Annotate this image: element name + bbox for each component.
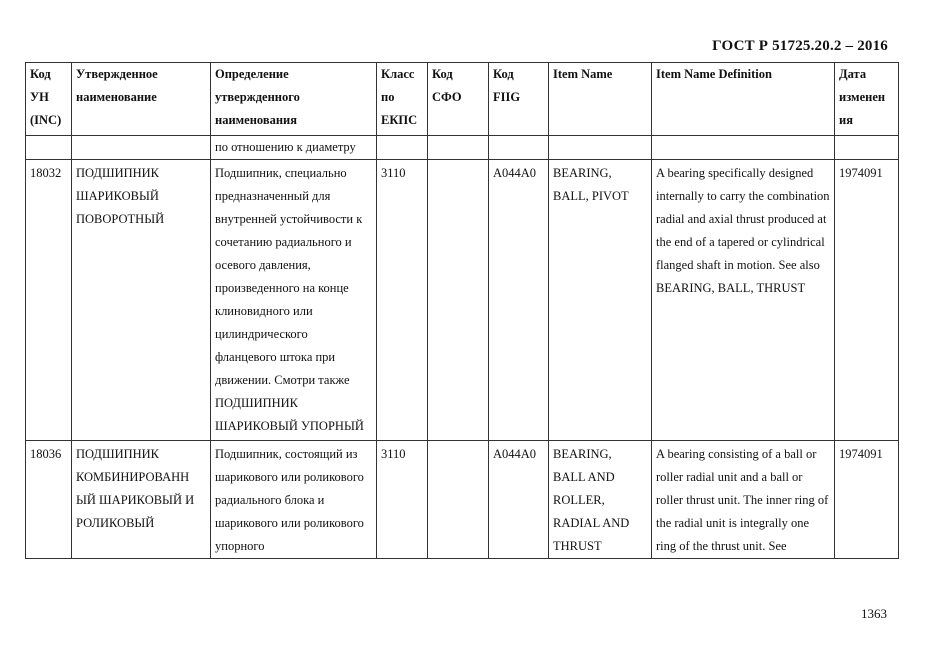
cell-definition: Подшипник, специально предназначенный для внутренней устойчивости к сочетанию радиального и осевого давления, произведенного на конце клиновидного или цилиндрического фланцевого штока при движении. Смотри также ПОДШИПНИК ШАРИКОВЫЙ УПОРНЫЙ — [211, 160, 377, 441]
header-inc-code: Код УН (INC) — [26, 63, 72, 136]
header-class: Класс по ЕКПС — [377, 63, 428, 136]
cell-empty — [549, 136, 652, 160]
cell-definition: по отношению к диаметру — [211, 136, 377, 160]
cell-class: 3110 — [377, 160, 428, 441]
header-approved-name: Утвержденное наименование — [72, 63, 211, 136]
cell-item-name: BEARING, BALL, PIVOT — [549, 160, 652, 441]
cell-inc-code: 18036 — [26, 441, 72, 559]
cell-change-date: 1974091 — [835, 441, 899, 559]
header-sfo-code: Код СФО — [428, 63, 489, 136]
header-fiig-code: Код FIIG — [489, 63, 549, 136]
cell-item-name-definition: A bearing specifically designed internally to carry the combination radial and axial thrust produced at the end of a tapered or cylindrical flanged shaft in motion. See also BEARING, BALL, THRUST — [652, 160, 835, 441]
cell-item-name-definition: A bearing consisting of a ball or roller radial unit and a ball or roller thrust unit. The inner ring of the radial unit is integrally one ring of the thrust unit. See — [652, 441, 835, 559]
cell-fiig-code: A044A0 — [489, 160, 549, 441]
cell-definition: Подшипник, состоящий из шарикового или роликового радиального блока и шарикового или роликового упорного — [211, 441, 377, 559]
cell-class: 3110 — [377, 441, 428, 559]
header-item-name: Item Name — [549, 63, 652, 136]
table-row-continuation — [26, 136, 899, 160]
cell-inc-code: 18032 — [26, 160, 72, 441]
cell-empty — [489, 136, 549, 160]
header-item-name-definition: Item Name Definition — [652, 63, 835, 136]
cell-empty — [835, 136, 899, 160]
table-row — [26, 441, 899, 559]
cell-empty — [428, 136, 489, 160]
cell-item-name: BEARING, BALL AND ROLLER, RADIAL AND THRUST — [549, 441, 652, 559]
header-definition: Определение утвержденного наименования — [211, 63, 377, 136]
cell-sfo-code — [428, 441, 489, 559]
cell-empty — [652, 136, 835, 160]
cell-empty — [72, 136, 211, 160]
header-change-date: Дата изменен ия — [835, 63, 899, 136]
cell-approved-name: ПОДШИПНИК ШАРИКОВЫЙ ПОВОРОТНЫЙ — [72, 160, 211, 441]
cell-empty — [377, 136, 428, 160]
cell-fiig-code: A044A0 — [489, 441, 549, 559]
table-row — [26, 160, 899, 441]
cell-empty — [26, 136, 72, 160]
page-number: 1363 — [861, 606, 887, 621]
catalog-table — [25, 62, 899, 559]
document-standard-header: ГОСТ Р 51725.20.2 – 2016 — [712, 38, 888, 54]
table-header-row — [26, 63, 899, 136]
cell-approved-name: ПОДШИПНИК КОМБИНИРОВАНН ЫЙ ШАРИКОВЫЙ И РОЛИКОВЫЙ — [72, 441, 211, 559]
cell-sfo-code — [428, 160, 489, 441]
cell-change-date: 1974091 — [835, 160, 899, 441]
